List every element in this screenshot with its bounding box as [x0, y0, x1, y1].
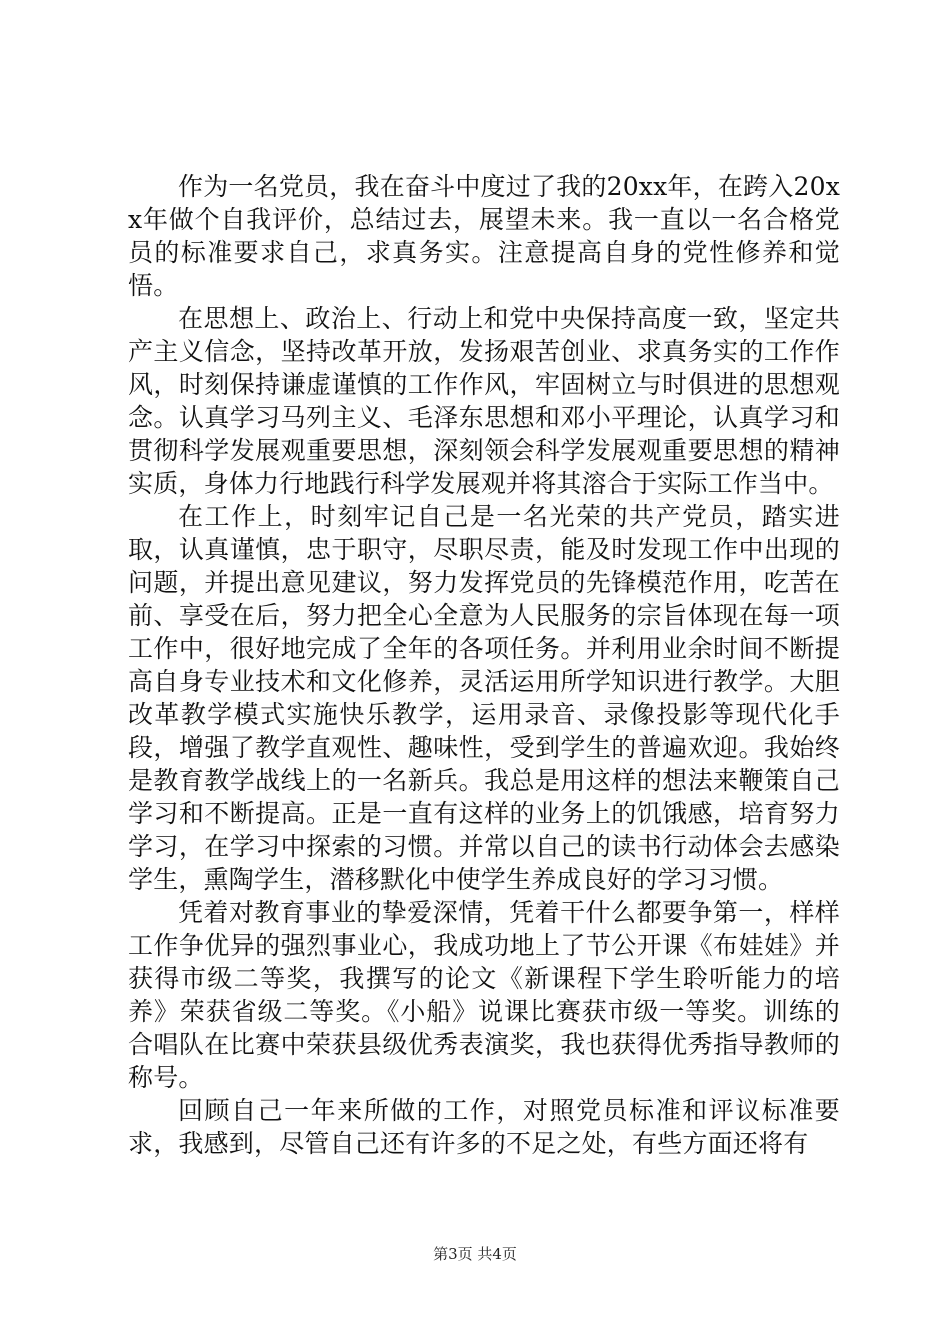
paragraph-2: 在思想上、政治上、行动上和党中央保持高度一致，坚定共产主义信念，坚持改革开放，发扬艰苦创业、求真务实的工作作风，时刻保持谦虚谨慎的工作作风，牢固树立与时俱进的思想观念。认真学习马列主义、毛泽东思想和邓小平理论，认真学习和贯彻科学发展观重要思想，深刻领会科学发展观重要思想的精神实质，身体力行地践行科学发展观并将其溶合于实际工作当中。: [128, 304, 840, 498]
paragraph-1: 作为一名党员，我在奋斗中度过了我的20xx年，在跨入20xx年做个自我评价，总结过去，展望未来。我一直以一名合格党员的标准要求自己，求真务实。注意提高自身的党性修养和觉悟。: [128, 172, 840, 300]
page-footer: 第3页 共4页: [433, 1245, 517, 1263]
paragraph-4: 凭着对教育事业的挚爱深情，凭着干什么都要争第一，样样工作争优异的强烈事业心，我成功地上了节公开课《布娃娃》并获得市级二等奖，我撰写的论文《新课程下学生聆听能力的培养》荣获省级二等奖。《小船》说课比赛获市级一等奖。训练的合唱队在比赛中荣获县级优秀表演奖，我也获得优秀指导教师的称号。: [128, 898, 840, 1092]
document-body: [128, 170, 840, 1160]
paragraph-3: 在工作上，时刻牢记自己是一名光荣的共产党员，踏实进取，认真谨慎，忠于职守，尽职尽责，能及时发现工作中出现的问题，并提出意见建议，努力发挥党员的先锋模范作用，吃苦在前、享受在后，努力把全心全意为人民服务的宗旨体现在每一项工作中，很好地完成了全年的各项任务。并利用业余时间不断提高自身专业技术和文化修养，灵活运用所学知识进行教学。大胆改革教学模式实施快乐教学，运用录音、录像投影等现代化手段，增强了教学直观性、趣味性，受到学生的普遍欢迎。我始终是教育教学战线上的一名新兵。我总是用这样的想法来鞭策自己学习和不断提高。正是一直有这样的业务上的饥饿感，培育努力学习，在学习中探索的习惯。并常以自己的读书行动体会去感染学生，熏陶学生，潜移默化中使学生养成良好的学习习惯。: [128, 502, 840, 894]
paragraph-5: 回顾自己一年来所做的工作，对照党员标准和评议标准要求，我感到，尽管自己还有许多的不足之处，有些方面还将有: [128, 1096, 840, 1158]
